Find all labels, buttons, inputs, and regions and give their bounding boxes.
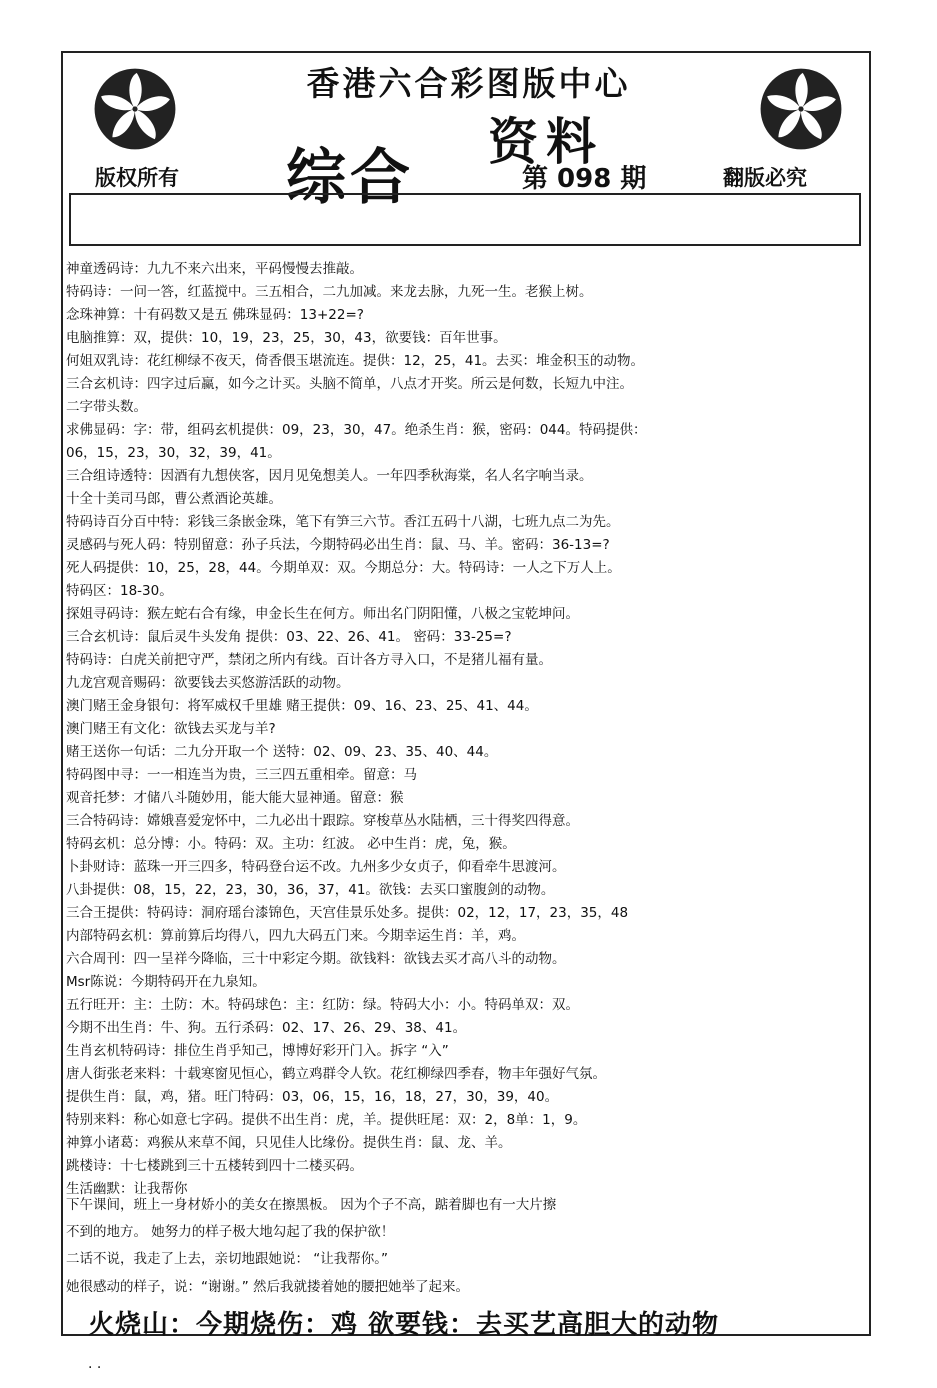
ziliao-title: 资料 — [488, 113, 604, 171]
content-line: 特码玄机：总分博：小。特码：双。主功：红波。 必中生肖：虎，兔，猴。 — [66, 836, 516, 852]
copyright-label: 版权所有 — [95, 166, 179, 190]
content-line: 特码图中寻：一一相连当为贵，三三四五重相牵。留意：马 — [66, 767, 417, 783]
content-line: 五行旺开：主：土防：木。特码球色：主：红防：绿。特码大小：小。特码单双：双。 — [66, 997, 579, 1013]
content-line: 三合特码诗：嫦娥喜爱宠怀中，二九必出十跟踪。穿梭草丛水陆栖，三十得奖四得意。 — [66, 813, 579, 829]
blank-banner-box — [69, 193, 861, 246]
content-line: 生活幽默：让我帮你 — [66, 1181, 188, 1197]
content-line: 卜卦财诗：蓝珠一开三四多，特码登台运不改。九州多少女贞子，仰看牵牛思渡河。 — [66, 859, 566, 875]
content-line: 观音托梦：才储八斗随妙用，能大能大显神通。留意：猴 — [66, 790, 404, 806]
content-line: 二字带头数。 — [66, 399, 147, 415]
content-line: 三合王提供：特码诗：洞府瑶台漆锦色，天宫佳景乐处多。提供：02，12，17，23，35，48 — [66, 905, 629, 921]
footer-banner: 火烧山：今期烧伤：鸡 欲要钱：去买艺高胆大的动物 — [88, 1310, 720, 1340]
story-line: 二话不说，我走了上去，亲切地跟她说： “让我帮你。” — [66, 1251, 389, 1267]
content-line: 九龙宫观音赐码：欲要钱去买悠游活跃的动物。 — [66, 675, 350, 691]
content-line: 特码诗：白虎关前把守严，禁闭之所内有线。百计各方寻入口，不是猪儿福有量。 — [66, 652, 552, 668]
content-line: Msr陈说：今期特码开在九泉知。 — [66, 974, 266, 990]
content-line: 灵感码与死人码：特别留意：孙子兵法，今期特码必出生肖：鼠、马、羊。密码：36-13=? — [66, 537, 610, 553]
content-line: 十全十美司马郎，曹公煮酒论英雄。 — [66, 491, 282, 507]
issue-number: 第 098 期 — [522, 164, 647, 194]
content-line: 特码区：18-30。 — [66, 583, 173, 599]
content-line: 探姐寻码诗：猴左蛇右合有缘，申金长生在何方。师出名门阴阳懂，八极之宝乾坤问。 — [66, 606, 579, 622]
content-line: 三合玄机诗：鼠后灵牛头发角 提供：03、22、26、41。 密码：33-25=? — [66, 629, 512, 645]
content-line: 何姐双乳诗：花红柳绿不夜天，倚香偎玉堪流连。提供：12，25，41。去买：堆金积玉的动物。 — [66, 353, 645, 369]
no-copy-label: 翻版必究 — [723, 166, 807, 190]
content-line: 三合组诗透特：因酒有九想侠客，因月见兔想美人。一年四季秋海棠，名人名字响当录。 — [66, 468, 593, 484]
story-line: 下午课间，班上一身材娇小的美女在擦黑板。 因为个子不高，踮着脚也有一大片擦 — [66, 1197, 557, 1213]
content-line: 内部特码玄机：算前算后均得八，四九大码五门来。今期幸运生肖：羊，鸡。 — [66, 928, 525, 944]
content-line: 唐人街张老来料：十载寒窗见恒心，鹤立鸡群令人钦。花红柳绿四季春，物丰年强好气氛。 — [66, 1066, 606, 1082]
content-line: 电脑推算：双，提供：10，19，23，25，30，43，欲要钱：百年世事。 — [66, 330, 507, 346]
content-lines — [66, 258, 866, 1201]
content-line: 神童透码诗：九九不来六出来，平码慢慢去推敲。 — [66, 261, 363, 277]
content-line: 念珠神算：十有码数又是五 佛珠显码：13+22=? — [66, 307, 364, 323]
masthead-title: 香港六合彩图版中心 — [306, 64, 631, 103]
content-line: 澳门赌王有文化：欲钱去买龙与羊? — [66, 721, 276, 737]
content-line: 八卦提供：08，15，22，23，30，36，37，41。欲钱：去买口蜜腹剑的动物。 — [66, 882, 555, 898]
content-line: 神算小诸葛：鸡猴从来草不闻，只见佳人比缘份。提供生肖：鼠、龙、羊。 — [66, 1135, 512, 1151]
content-line: 死人码提供：10，25，28，44。今期单双：双。今期总分：大。特码诗：一人之下万人上。 — [66, 560, 621, 576]
content-line: 生肖玄机特码诗：排位生肖乎知己，博博好彩开门入。拆字 “入” — [66, 1043, 449, 1059]
content-line: 今期不出生肖：牛、狗。五行杀码：02、17、26、29、38、41。 — [66, 1020, 467, 1036]
content-line: 提供生肖：鼠，鸡，猪。旺门特码：03，06，15，16，18，27，30，39，40。 — [66, 1089, 559, 1105]
content-line: 特别来料：称心如意七字码。提供不出生肖：虎，羊。提供旺尾：双：2，8单：1，9。 — [66, 1112, 587, 1128]
content-line: 赌王送你一句话：二九分开取一个 送特：02、09、23、35、40、44。 — [66, 744, 498, 760]
content-line: 特码诗百分百中特：彩钱三条嵌金珠，笔下有笋三六节。香江五码十八湖，七班九点二为先。 — [66, 514, 620, 530]
content-line: 跳楼诗：十七楼跳到三十五楼转到四十二楼买码。 — [66, 1158, 363, 1174]
content-line: 澳门赌王金身银句：将军威权千里雄 赌王提供：09、16、23、25、41、44。 — [66, 698, 538, 714]
story-line: 她很感动的样子，说：“谢谢。” 然后我就搂着她的腰把她举了起来。 — [66, 1279, 470, 1295]
content-line: 六合周刊：四一呈祥今降临，三十中彩定今期。欲钱料：欲钱去买才高八斗的动物。 — [66, 951, 566, 967]
content-line: 特码诗：一问一答，红蓝搅中。三五相合，二九加减。来龙去脉，九死一生。老猴上树。 — [66, 284, 593, 300]
bottom-dots: . . — [88, 1356, 102, 1372]
content-line: 三合玄机诗：四字过后赢，如今之计买。头脑不简单，八点才开奖。所云是何数，长短九中注。 — [66, 376, 633, 392]
zonghe-title: 综合 — [286, 143, 414, 213]
content-line: 求佛显码：字：带，组码玄机提供：09，23，30，47。绝杀生肖：猴，密码：044。特码提供： — [66, 422, 647, 438]
content-line: 06，15，23，30，32，39，41。 — [66, 445, 281, 461]
story-line: 不到的地方。 她努力的样子极大地勾起了我的保护欲！ — [66, 1224, 395, 1240]
